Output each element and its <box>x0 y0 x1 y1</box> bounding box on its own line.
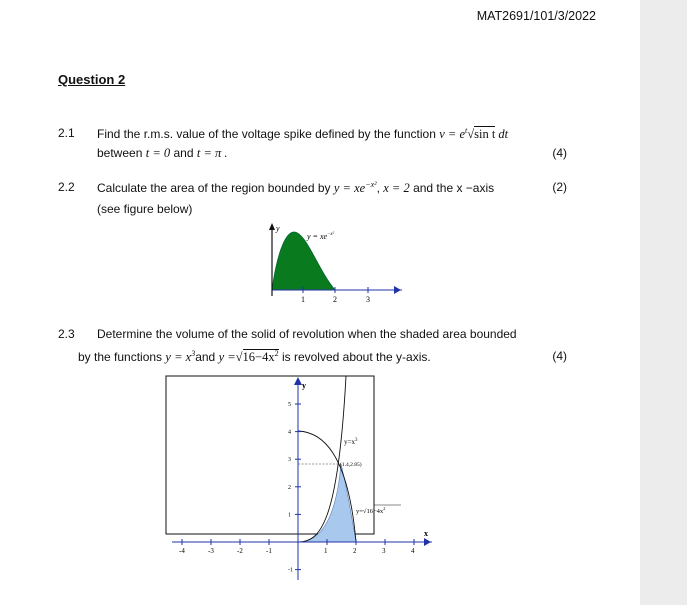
q22-tick-label-2: 2 <box>333 295 337 304</box>
q23-label-point: (1.4,2.85) <box>340 462 362 468</box>
q22-line2: (see figure below) <box>97 202 193 216</box>
blue-area <box>298 464 356 542</box>
q23-f1-base: y = x <box>165 350 192 365</box>
q23-label-root-exp: 2 <box>383 506 386 511</box>
q23-tail: is revolved about the y-axis. <box>281 350 431 365</box>
q23-label-root-sign: √ <box>362 508 367 515</box>
q22-formula2: x = 2 <box>383 181 410 196</box>
q23-number: 2.3 <box>58 327 75 341</box>
q21-number: 2.1 <box>58 126 75 140</box>
q23-y-tick-label: 3 <box>288 457 291 464</box>
q21-formula-base: v = e <box>439 127 465 142</box>
q23-x-tick-label: -3 <box>208 547 214 555</box>
q22-formula-base: y = xe <box>333 181 366 196</box>
q22-figure <box>262 220 407 305</box>
q23-y-tick-label: 2 <box>288 484 291 491</box>
q23-x-tick-label: -4 <box>179 547 185 555</box>
q23-label-cubic-base: y=x <box>344 438 355 446</box>
q21-line1 <box>97 126 508 142</box>
q23-y-tick-label: 4 <box>288 429 291 436</box>
q23-x-tick-label: 1 <box>324 547 328 555</box>
q23-ticks <box>179 402 415 574</box>
q23-label-cubic-exp: 3 <box>354 438 358 443</box>
q23-label-cubic <box>344 438 358 446</box>
q23-label-root <box>356 506 385 515</box>
q22-x-arrow <box>394 286 401 294</box>
q22-formula <box>334 181 377 195</box>
q22-y-arrow <box>269 223 275 230</box>
q21-formula: $v = e^t√\sin$ t dt <box>439 126 509 142</box>
q23-marks: (4) <box>552 349 567 363</box>
q22-marks: (2) <box>552 180 567 194</box>
q23-label-root-pre: y= <box>356 508 363 515</box>
q21-and: and <box>173 146 194 160</box>
q21-between: between <box>97 146 143 160</box>
q23-x-arrow <box>424 538 431 546</box>
q22-curve-label <box>306 231 335 241</box>
q22-text: Calculate the area of the region bounded by <box>97 181 331 196</box>
q23-f1-exp: 3 <box>191 349 196 358</box>
q22-curve-label-exp: −x² <box>327 232 335 237</box>
q23-prefix: by the functions <box>78 350 163 365</box>
q23-y-label: y <box>302 381 306 390</box>
q22-number: 2.2 <box>58 180 75 194</box>
q23-line2 <box>78 349 431 365</box>
q22-y-label: y <box>276 224 280 233</box>
q22-tail: and the x −axis <box>413 181 495 196</box>
q23-label-root-base: 16−4x <box>366 508 384 515</box>
q23-y-arrow <box>294 377 302 385</box>
q23-figure <box>160 372 440 584</box>
q21-formula-dt: dt <box>498 127 509 142</box>
q23-and: and <box>195 350 216 365</box>
q22-curve-label-base: y = xe <box>307 232 328 241</box>
q22-sep: , <box>376 181 380 196</box>
q23-x-tick-label: -2 <box>237 547 243 555</box>
q23-f2-root-text: 16−4x <box>242 350 275 365</box>
q22-tick-label-1: 1 <box>301 295 305 304</box>
document-code: MAT2691/101/3/2022 <box>476 9 596 23</box>
q23-x-tick-label: 4 <box>411 547 415 555</box>
q21-line1-text: Find the r.m.s. value of the voltage spike defined by the function <box>97 127 436 142</box>
q23-y-tick-label: -1 <box>288 567 293 574</box>
q21-marks: (4) <box>552 146 567 160</box>
q23-f2-root <box>243 349 279 364</box>
q21-cond2: t = π . <box>196 146 228 160</box>
q23-x-tick-label: 3 <box>382 547 386 555</box>
q22-formula-exp: −x² <box>365 180 377 189</box>
q23-x-label: x <box>424 529 428 538</box>
q23-line1: Determine the volume of the solid of revolution when the shaded area bounded <box>97 327 517 341</box>
q21-cond1: t = 0 <box>145 146 171 160</box>
q23-f2-pre: y = <box>218 350 236 365</box>
q23-f2-exp: 2 <box>274 349 279 358</box>
q21-formula-root: sin t <box>474 127 496 142</box>
q23-x-tick-label: 2 <box>353 547 357 555</box>
q23-x-tick-label: -1 <box>266 547 272 555</box>
q23-f2: $y =√16-4x^2$ <box>218 349 279 365</box>
q22-line1 <box>97 180 494 196</box>
question-title: Question 2 <box>58 72 126 87</box>
q23-y-tick-label: 5 <box>288 402 291 408</box>
q22-tick-label-3: 3 <box>366 295 370 304</box>
q23-f1 <box>165 350 195 364</box>
q23-y-tick-label: 1 <box>288 512 291 519</box>
q21-line2 <box>97 146 228 161</box>
q21-formula-exp: t <box>465 126 468 135</box>
